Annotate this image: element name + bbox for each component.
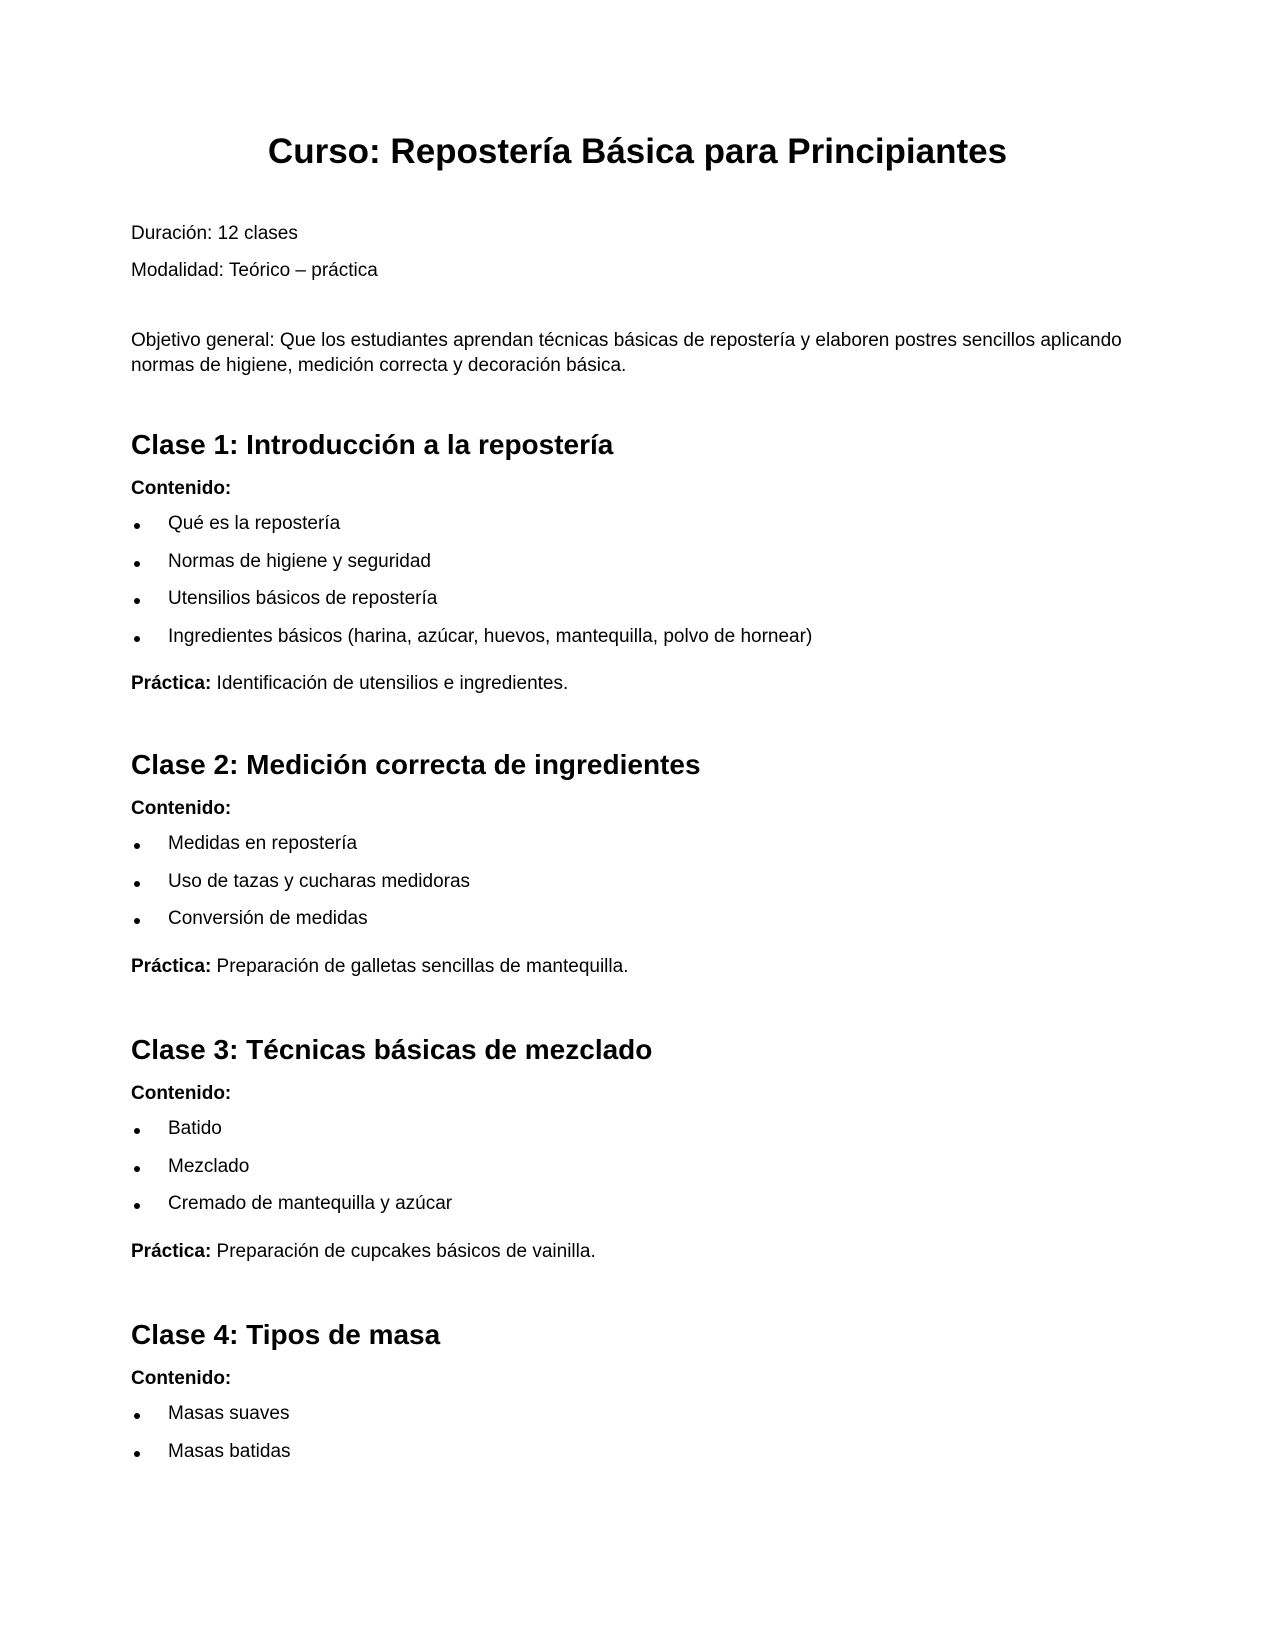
list-item: Masas suaves — [131, 1402, 1161, 1440]
practice-label: Práctica: — [131, 1240, 212, 1262]
bullet-icon — [134, 1451, 140, 1457]
class-2-practice: Práctica: Preparación de galletas sencillas de mantequilla. — [131, 955, 629, 977]
class-4-content-list — [131, 1402, 1161, 1477]
list-item: Batido — [131, 1117, 1161, 1155]
class-4-section — [131, 1318, 1161, 1477]
bullet-icon — [134, 523, 140, 529]
class-1-content-list — [131, 512, 1161, 662]
bullet-icon — [134, 1166, 140, 1172]
bullet-icon — [134, 1203, 140, 1209]
class-2-content-list — [131, 832, 1161, 945]
practice-label: Práctica: — [131, 673, 212, 694]
duration-line: Duración: 12 clases — [131, 223, 298, 244]
class-2-section — [131, 748, 1161, 979]
class-1-heading: Clase 1: Introducción a la repostería — [131, 429, 614, 460]
content-label: Contenido: — [131, 798, 232, 819]
list-item: Cremado de mantequilla y azúcar — [131, 1192, 1161, 1230]
list-item: Uso de tazas y cucharas medidoras — [131, 870, 1161, 908]
bullet-icon — [134, 843, 140, 849]
bullet-icon — [134, 881, 140, 887]
bullet-icon — [134, 1128, 140, 1134]
bullet-icon — [134, 918, 140, 924]
bullet-icon — [134, 598, 140, 604]
practice-label: Práctica: — [131, 955, 212, 977]
general-objective: Objetivo general: Que los estudiantes aprendan técnicas básicas de repostería y elaboren postres sencillos aplicando normas de higiene, medición correcta y decoración básica. — [131, 330, 1122, 376]
class-3-content-list — [131, 1117, 1161, 1230]
class-1-section — [131, 428, 1161, 696]
class-3-practice: Práctica: Preparación de cupcakes básicos de vainilla. — [131, 1240, 596, 1262]
modality-line: Modalidad: Teórico – práctica — [131, 260, 378, 281]
bullet-icon — [134, 561, 140, 567]
list-item: Qué es la repostería — [131, 512, 1161, 550]
list-item: Utensilios básicos de repostería — [131, 587, 1161, 625]
list-item: Normas de higiene y seguridad — [131, 550, 1161, 588]
document-title: Curso: Repostería Básica para Principiantes — [267, 132, 1008, 171]
content-label: Contenido: — [131, 1368, 232, 1389]
class-3-heading: Clase 3: Técnicas básicas de mezclado — [131, 1034, 653, 1065]
class-2-heading: Clase 2: Medición correcta de ingredientes — [131, 749, 701, 780]
list-item: Masas batidas — [131, 1440, 1161, 1478]
list-item: Medidas en repostería — [131, 832, 1161, 870]
class-3-section — [131, 1033, 1161, 1264]
content-label: Contenido: — [131, 478, 232, 499]
class-4-heading: Clase 4: Tipos de masa — [131, 1319, 441, 1350]
list-item: Ingredientes básicos (harina, azúcar, huevos, mantequilla, polvo de hornear) — [131, 625, 1161, 663]
bullet-icon — [134, 1413, 140, 1419]
bullet-icon — [134, 636, 140, 642]
class-1-practice: Práctica: Identificación de utensilios e ingredientes. — [131, 673, 569, 694]
content-label: Contenido: — [131, 1083, 232, 1104]
list-item: Mezclado — [131, 1155, 1161, 1193]
list-item: Conversión de medidas — [131, 907, 1161, 945]
